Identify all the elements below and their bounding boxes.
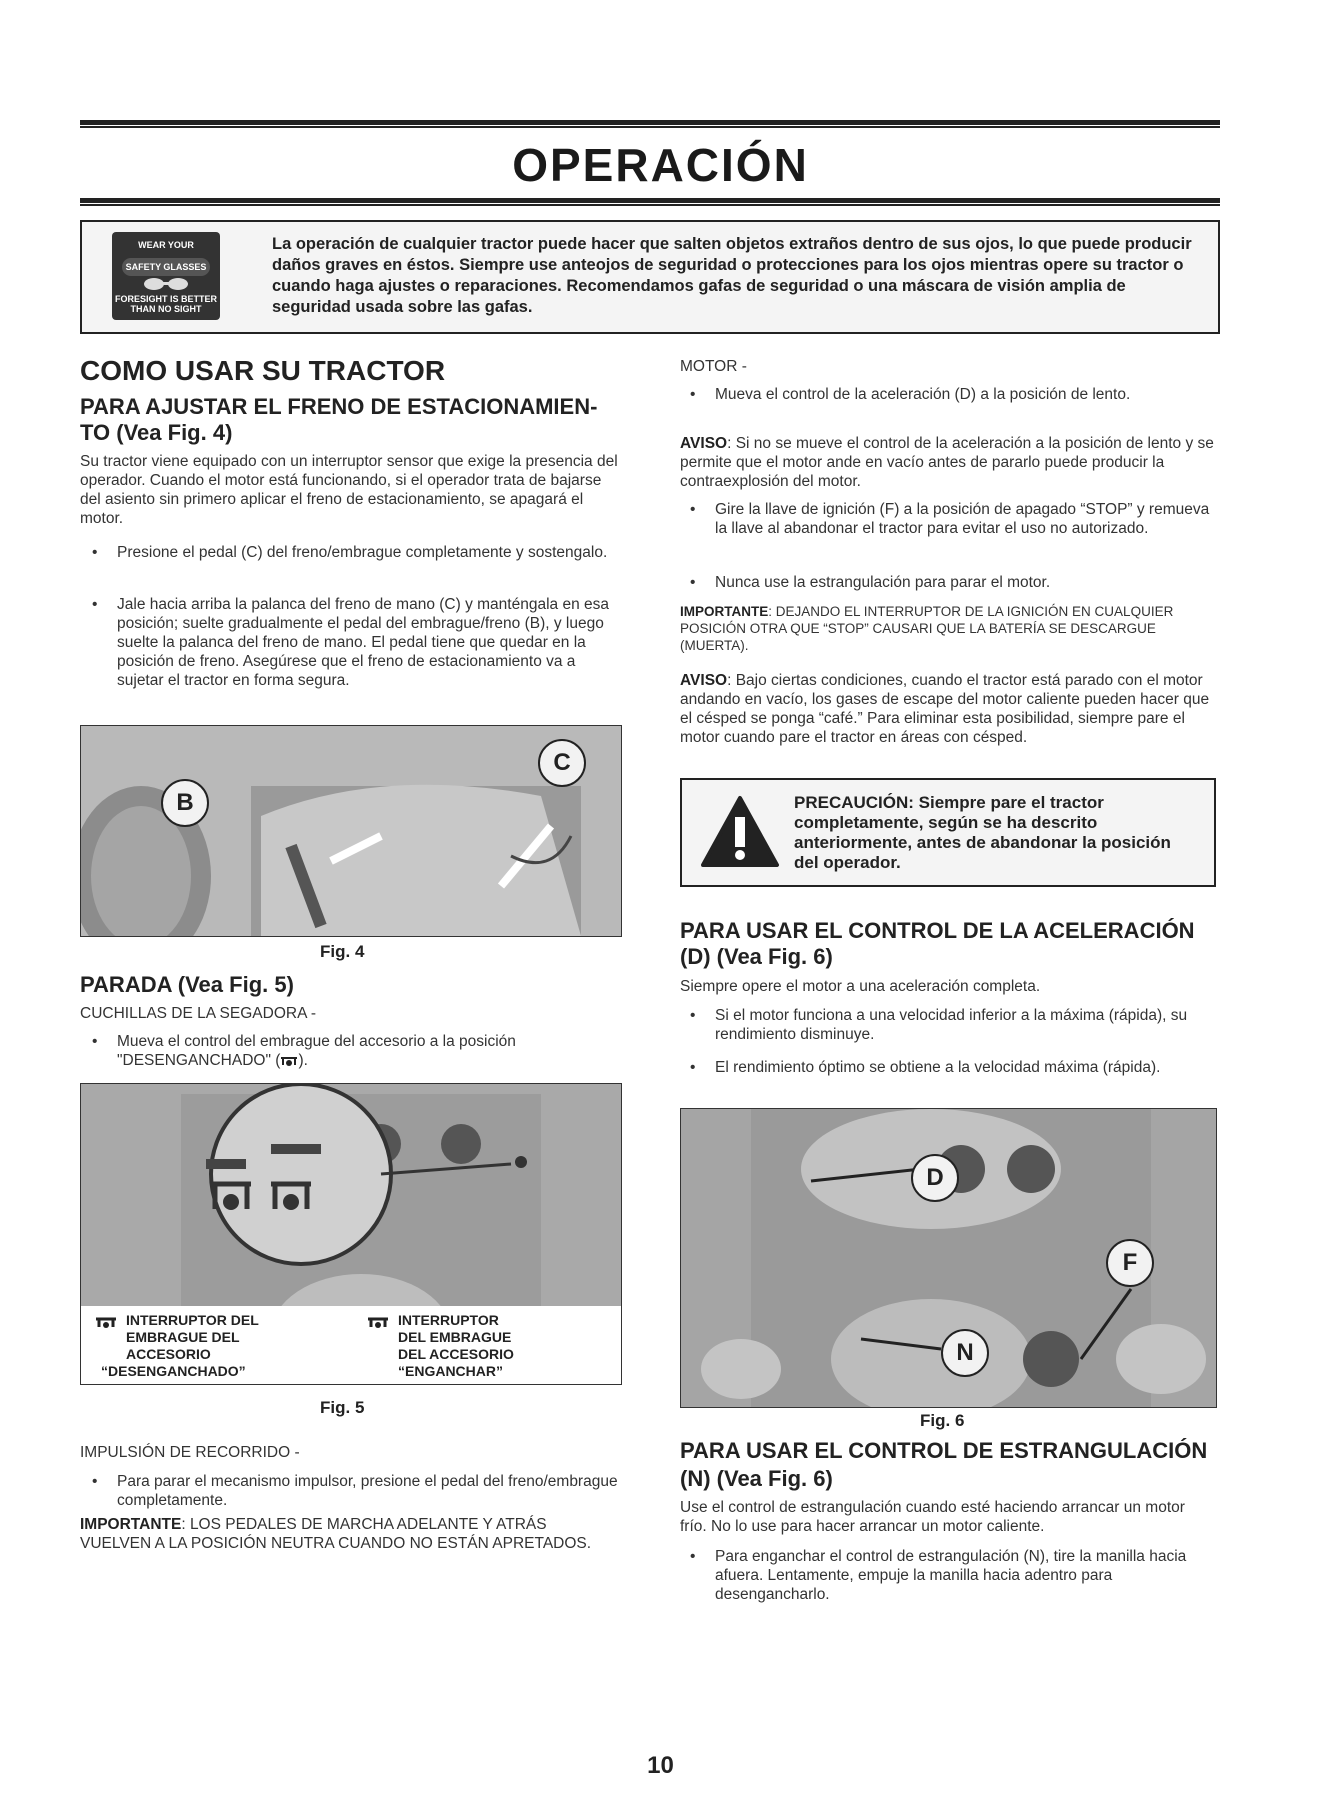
figure-6-label-n: N bbox=[941, 1329, 989, 1377]
figure-4-label-b: B bbox=[161, 779, 209, 827]
important-note: IMPORTANTE: LOS PEDALES DE MARCHA ADELANTE Y ATRÁS VUELVEN A LA POSICIÓN NEUTRA CUANDO NO ESTÁN APRETADOS. bbox=[80, 1516, 592, 1552]
safety-warning-box bbox=[80, 220, 1220, 334]
header-rule-bottom bbox=[80, 198, 1220, 203]
drive-bullet: • Para parar el mecanismo impulsor, presione el pedal del freno/embrague completamente. bbox=[117, 1472, 620, 1510]
badge-line-1: WEAR YOUR bbox=[138, 240, 194, 250]
disengaged-clutch-icon bbox=[280, 1053, 298, 1067]
brake-intro: Su tractor viene equipado con un interruptor sensor que exige la presencia del operador. Cuando el motor está funcionando, si el operador trata de bajarse del asiento sin primero aplicar el freno de estacionamiento, se apagará el motor. bbox=[80, 453, 618, 527]
warning-triangle-icon bbox=[700, 795, 780, 869]
header-rule-top bbox=[80, 120, 1220, 125]
badge-line-3: FORESIGHT IS BETTER bbox=[114, 294, 217, 304]
header-rule-bottom-thin bbox=[80, 204, 1220, 206]
badge-line-2: SAFETY GLASSES bbox=[122, 258, 210, 276]
brake-heading-line-2: TO (Vea Fig. 4) bbox=[80, 420, 233, 445]
caution-text: PRECAUCIÓN: Siempre pare el tractor completamente, según se ha descrito anteriormente, antes de abandonar la posición del operador. bbox=[794, 793, 1171, 872]
page-title: OPERACIÓN bbox=[512, 139, 809, 191]
aviso-note-1: AVISO: Si no se mueve el control de la aceleración a la posición de lento y se permite que el motor ande en vacío antes de pararlo puede producir la contraexplosión del motor. bbox=[680, 435, 1214, 490]
motor-bullet-1: • Mueva el control de la aceleración (D) a la posición de lento. bbox=[715, 385, 1215, 404]
figure-6-label-f: F bbox=[1106, 1239, 1154, 1287]
choke-bullet: • Para enganchar el control de estrangulación (N), tire la manilla hacia afuera. Lentamente, empuje la manilla hacia adentro para desengancharlo. bbox=[715, 1547, 1215, 1604]
disengaged-clutch-icon bbox=[93, 1315, 119, 1329]
caution-box bbox=[680, 778, 1216, 887]
throttle-bullet-2: • El rendimiento óptimo se obtiene a la velocidad máxima (rápida). bbox=[715, 1058, 1215, 1077]
motor-bullet-3: • Nunca use la estrangulación para parar el motor. bbox=[715, 573, 1215, 592]
throttle-heading-line-2: (D) (Vea Fig. 6) bbox=[680, 944, 833, 969]
page-number: 10 bbox=[647, 1752, 674, 1779]
throttle-intro: Siempre opere el motor a una aceleración completa. bbox=[680, 978, 1041, 995]
figure-6-image bbox=[680, 1108, 1217, 1408]
figure-5-caption: Fig. 5 bbox=[320, 1398, 365, 1417]
figure-5-right-label-3: DEL ACCESORIO bbox=[398, 1346, 514, 1362]
motor-label: MOTOR - bbox=[680, 358, 747, 375]
figure-6-caption: Fig. 6 bbox=[920, 1411, 965, 1430]
figure-5-left-label-1: INTERRUPTOR DEL bbox=[126, 1312, 259, 1328]
motor-bullet-2: • Gire la llave de ignición (F) a la posición de apagado “STOP” y remueva la llave al abandonar el tractor para evitar el uso no autorizado. bbox=[715, 500, 1215, 538]
figure-4-image bbox=[80, 725, 622, 937]
blades-label: CUCHILLAS DE LA SEGADORA - bbox=[80, 1005, 317, 1022]
figure-5-right-label-4: “ENGANCHAR” bbox=[398, 1363, 503, 1379]
figure-5-right-label-1: INTERRUPTOR bbox=[398, 1312, 499, 1328]
section-heading: COMO USAR SU TRACTOR bbox=[80, 355, 446, 386]
badge-line-4: THAN NO SIGHT bbox=[130, 304, 202, 314]
figure-5-left-label-2: EMBRAGUE DEL bbox=[126, 1329, 240, 1345]
safety-glasses-icon bbox=[142, 276, 190, 292]
figure-5-left-label-4: “DESENGANCHADO” bbox=[101, 1363, 246, 1379]
figure-4-label-c: C bbox=[538, 739, 586, 787]
figure-6-label-d: D bbox=[911, 1154, 959, 1202]
header-rule-top-thin bbox=[80, 126, 1220, 128]
choke-intro: Use el control de estrangulación cuando esté haciendo arrancar un motor frío. No lo use para hacer arrancar un motor caliente. bbox=[680, 1499, 1185, 1535]
importante-note: IMPORTANTE: DEJANDO EL INTERRUPTOR DE LA IGNICIÓN EN CUALQUIER POSICIÓN OTRA QUE “STOP” CAUSARI QUE LA BATERÍA SE DESCARGUE (MUERTA). bbox=[680, 604, 1174, 653]
figure-5-image bbox=[80, 1083, 622, 1385]
choke-heading-line-1: PARA USAR EL CONTROL DE ESTRANGULACIÓN bbox=[680, 1438, 1208, 1463]
choke-heading-line-2: (N) (Vea Fig. 6) bbox=[680, 1466, 833, 1491]
engaged-clutch-icon bbox=[365, 1315, 391, 1329]
figure-5-legend-area bbox=[81, 1306, 621, 1384]
figure-5-left-label-3: ACCESORIO bbox=[126, 1346, 211, 1362]
drive-label: IMPULSIÓN DE RECORRIDO - bbox=[80, 1444, 300, 1461]
blades-bullet: • Mueva el control del embrague del accesorio a la posición "DESENGANCHADO" ( ). bbox=[117, 1032, 620, 1070]
figure-4-caption: Fig. 4 bbox=[320, 942, 365, 961]
figure-5-right-label-2: DEL EMBRAGUE bbox=[398, 1329, 512, 1345]
throttle-bullet-1: • Si el motor funciona a una velocidad inferior a la máxima (rápida), su rendimiento disminuye. bbox=[715, 1006, 1215, 1044]
brake-heading-line-1: PARA AJUSTAR EL FRENO DE ESTACIONAMIEN- bbox=[80, 394, 598, 419]
aviso-note-2: AVISO: Bajo ciertas condiciones, cuando el tractor está parado con el motor andando en vacío, los gases de escape del motor caliente pueden hacer que el césped se ponga “café.” Para eliminar esta posibilidad, siempre pare el motor cuando pare el tractor en áreas con césped. bbox=[680, 672, 1210, 746]
safety-glasses-badge bbox=[112, 232, 220, 320]
stop-heading: PARADA (Vea Fig. 5) bbox=[80, 972, 294, 997]
brake-bullet-1: • Presione el pedal (C) del freno/embrague completamente y sostengalo. bbox=[117, 543, 620, 562]
brake-bullet-2: • Jale hacia arriba la palanca del freno de mano (C) y manténgala en esa posición; suelte gradualmente el pedal del embrague/freno (B), y luego suelte la palanca del freno de mano. El pedal tiene que quedar en la posición de freno. Asegúrese que el freno de estacionamiento va a sujetar el tractor en forma segura. bbox=[117, 595, 620, 690]
throttle-heading-line-1: PARA USAR EL CONTROL DE LA ACELERACIÓN bbox=[680, 918, 1195, 943]
safety-warning-text: La operación de cualquier tractor puede hacer que salten objetos extraños dentro de sus ojos, lo que puede producir daños graves en éstos. Siempre use anteojos de seguridad o protecciones para los ojos mientras opere su tractor o cuando haga ajustes o reparaciones. Recomendamos gafas de seguridad o una máscara de visión amplia de seguridad usada sobre las gafas. bbox=[272, 235, 1192, 316]
